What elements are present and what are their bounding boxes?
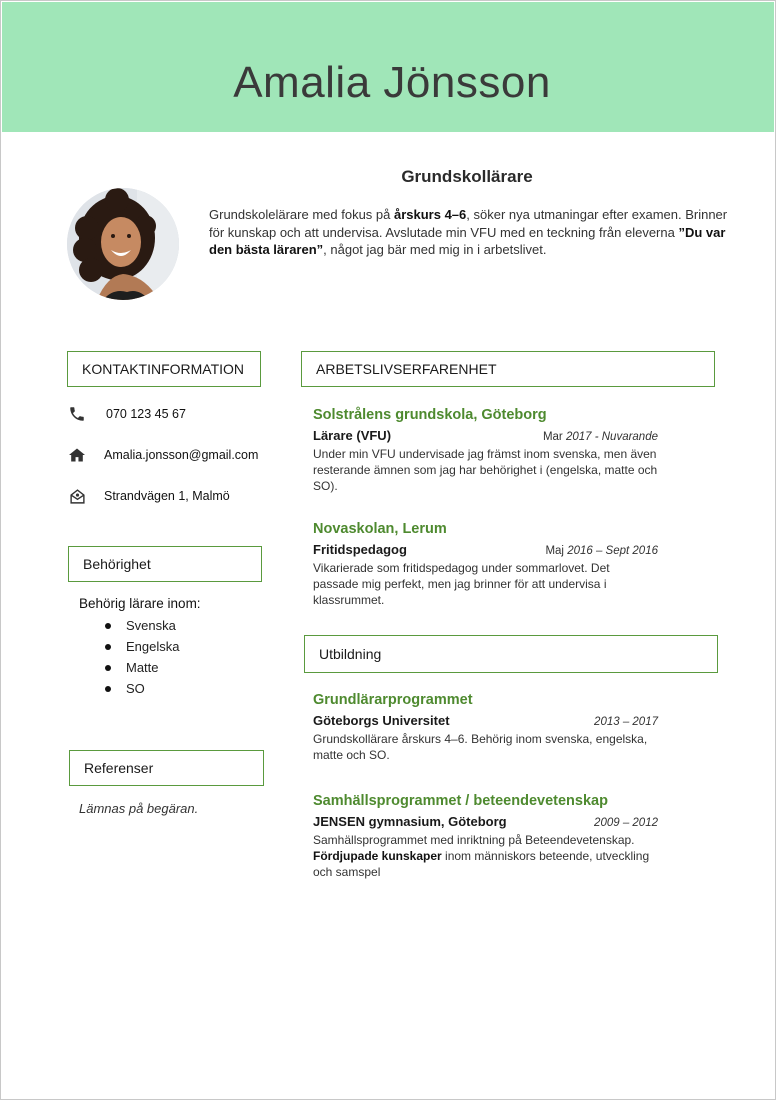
experience-entry [313, 407, 658, 494]
experience-heading-box [301, 351, 715, 387]
contact-heading: KONTAKTINFORMATION [82, 361, 245, 377]
education-entry [313, 692, 658, 763]
home-icon [67, 446, 87, 464]
list-item: Svenska [105, 615, 179, 636]
experience-entry [313, 521, 658, 608]
contact-email-row [67, 446, 258, 464]
education-description: Grundskollärare årskurs 4–6. Behörig inom svenska, engelska, matte och SO. [313, 732, 648, 762]
qualification-heading: Behörighet [83, 556, 151, 572]
phone-number: 070 123 45 67 [106, 407, 186, 421]
experience-description: Under min VFU undervisade jag främst inom svenska, men även resterande ämnen som jag har behörighet i (engelska, matte och SO). [313, 447, 658, 493]
education-school: JENSEN gymnasium, Göteborg [313, 814, 507, 829]
education-description: Samhällsprogrammet med inriktning på Beteendevetenskap. Fördjupade kunskaper inom människors beteende, utveckling och samspel [313, 833, 650, 879]
education-program: Grundlärarprogrammet [313, 692, 473, 708]
education-entry [313, 793, 658, 880]
experience-date: Mar 2017 - Nuvarande [542, 431, 658, 443]
education-program: Samhällsprogrammet / beteendevetenskap [313, 793, 608, 809]
experience-date: Maj 2016 – Sept 2016 [545, 545, 658, 557]
contact-heading-box [67, 351, 261, 387]
experience-role: Lärare (VFU) [313, 428, 392, 443]
references-text: Lämnas på begäran. [79, 801, 199, 816]
experience-description: Vikarierade som fritidspedagog under sommarlovet. Det passade mig perfekt, men jag brinner för att undervisa i klassrummet. [313, 561, 610, 607]
experience-place: Novaskolan, Lerum [313, 521, 447, 537]
mail-icon [67, 487, 87, 505]
education-heading-box [304, 635, 718, 673]
education-school: Göteborgs Universitet [313, 713, 450, 728]
education-date: 2009 – 2012 [594, 817, 658, 829]
list-item: SO [105, 678, 179, 699]
contact-phone-row [67, 405, 186, 423]
experience-place: Solstrålens grundskola, Göteborg [313, 407, 547, 423]
education-heading: Utbildning [319, 646, 382, 662]
references-heading: Referenser [84, 760, 154, 776]
postal-address: Strandvägen 1, Malmö [104, 489, 230, 503]
profile-photo [67, 188, 179, 300]
list-item: Matte [105, 657, 179, 678]
intro-paragraph: Grundskolelärare med fokus på årskurs 4–6, söker nya utmaningar efter examen. Brinner för kunskap och att undervisa. Avslutade min VFU med en teckning från eleverna ”Du var den bästa läraren”, något jag bär med mig in i arbetslivet. [209, 207, 728, 257]
qualification-list [105, 615, 179, 699]
experience-role: Fritidspedagog [313, 542, 407, 557]
phone-icon [67, 405, 87, 423]
job-title: Grundskollärare [401, 167, 533, 186]
candidate-name: Amalia Jönsson [233, 58, 551, 107]
contact-address-row [67, 487, 230, 505]
education-date: 2013 – 2017 [594, 716, 658, 728]
email-address[interactable]: Amalia.jonsson@gmail.com [104, 448, 259, 462]
qualification-heading-box [68, 546, 262, 582]
references-heading-box [69, 750, 264, 786]
qualification-subtitle: Behörig lärare inom: [79, 596, 201, 611]
list-item: Engelska [105, 636, 179, 657]
experience-heading: ARBETSLIVSERFARENHET [316, 361, 497, 377]
